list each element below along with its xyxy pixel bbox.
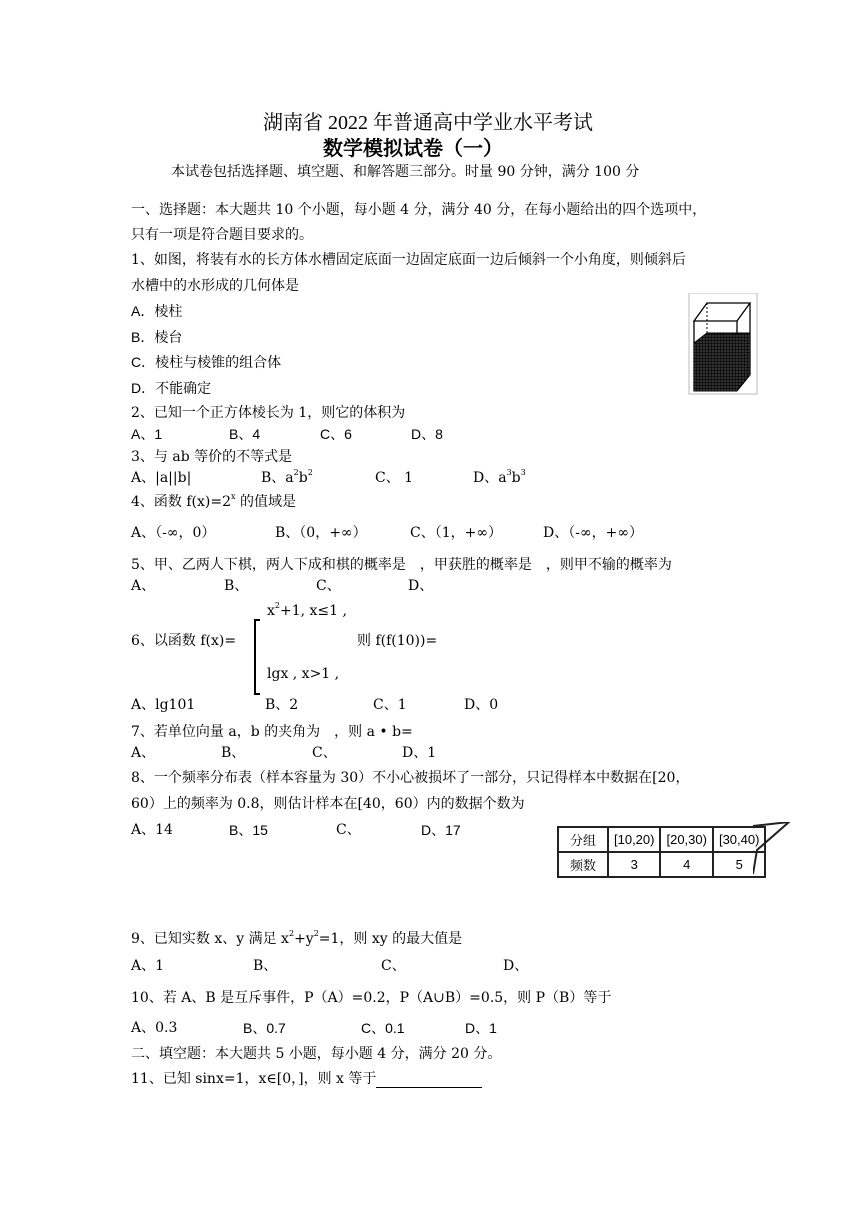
q4-option-a: A、（-∞，0） <box>131 525 216 541</box>
section1-heading: 一、选择题：本大题共 10 个小题，每小题 4 分，满分 40 分，在每小题给出的四个选项中， <box>131 202 707 218</box>
q1-stem-cont: 水槽中的水形成的几何体是 <box>131 278 299 294</box>
q4-option-c: C、（1，+∞） <box>410 525 503 541</box>
q6-case-2: lgx , x>1 , <box>267 666 340 682</box>
frequency-table <box>557 826 766 878</box>
q9-option-a: A、1 <box>131 958 165 974</box>
answer-blank[interactable] <box>376 1073 482 1088</box>
table-header-cell: [30,40) <box>713 827 765 852</box>
q4-option-d: D、（-∞，+∞） <box>543 525 644 541</box>
q6-stem: 6、以函数 f(x)= <box>131 633 237 649</box>
q5-option-b: B、 <box>224 578 249 594</box>
q2-stem: 2、已知一个正方体棱长为 1，则它的体积为 <box>131 405 406 421</box>
q7-option-a: A、 <box>131 745 156 761</box>
q7-option-b: B、 <box>221 745 246 761</box>
q8-option-c: C、 <box>336 822 361 838</box>
q6-option-d: D、0 <box>464 697 499 713</box>
q1-option-b: B．棱台 <box>131 329 183 345</box>
q7-option-c: C、 <box>312 745 337 761</box>
q3-option-b: B、$a^2b^2$ <box>261 468 313 486</box>
q3-option-d: D、$a^3b^3$ <box>473 468 526 486</box>
q8-option-a: A、14 <box>131 822 173 838</box>
q9-stem: 9、已知实数 x、y 满足 $x^2+y^2=1$，则 xy 的最大值是 <box>131 929 463 947</box>
table-cell: 5 <box>713 852 765 877</box>
table-cell: 频数 <box>558 852 608 877</box>
q6-option-b: B、2 <box>265 697 299 713</box>
q1-option-d: D．不能确定 <box>131 380 212 396</box>
table-header-cell: 分组 <box>558 827 608 852</box>
q9-option-b: B、 <box>253 958 278 974</box>
q10-option-c: C、0.1 <box>361 1020 405 1036</box>
q6-option-c: C、1 <box>373 697 407 713</box>
table-header-cell: [20,30) <box>660 827 712 852</box>
section2-heading: 二、填空题：本大题共 5 小题，每小题 4 分，满分 20 分。 <box>131 1046 502 1062</box>
q3-option-a: A、|a||b| <box>131 470 192 486</box>
q8-stem: 8、一个频率分布表（样本容量为 30）不小心被损坏了一部分，只记得样本中数据在[20， <box>131 770 690 786</box>
q1-option-a: A．棱柱 <box>131 303 183 319</box>
q2-option-c: C、6 <box>320 426 352 442</box>
q8-stem-cont: 60）上的频率为 0.8，则估计样本在[40，60）内的数据个数为 <box>131 796 525 812</box>
q5-stem: 5、甲、乙两人下棋，两人下成和棋的概率是 ，甲获胜的概率是 ，则甲不输的概率为 <box>131 557 672 573</box>
page-subtitle: 数学模拟试卷（一） <box>323 138 503 160</box>
q2-option-a: A、1 <box>131 426 163 442</box>
q6-then: 则 f(f(10))= <box>357 633 438 649</box>
water-tank-figure <box>688 293 758 395</box>
q5-option-d: D、 <box>408 578 434 594</box>
q9-option-d: D、 <box>503 958 529 974</box>
section1-heading-cont: 只有一项是符合题目要求的。 <box>131 227 313 243</box>
torn-edge <box>753 822 793 882</box>
q5-option-a: A、 <box>131 578 156 594</box>
q6-case-1: $x^2+1$, x≤1 , <box>267 601 347 619</box>
q4-stem: 4、函数 $f(x)=2^x$ 的值域是 <box>131 492 296 510</box>
q2-option-d: D、8 <box>411 426 443 442</box>
q1-stem: 1、如图，将装有水的长方体水槽固定底面一边固定底面一边后倾斜一个小角度，则倾斜后 <box>131 252 686 268</box>
q10-stem: 10、若 A、B 是互斥事件，P（A）=0.2，P（A∪B）=0.5，则 P（B）等于 <box>131 990 612 1006</box>
page-title: 湖南省 2022 年普通高中学业水平考试 <box>263 112 593 134</box>
q7-option-d: D、1 <box>402 745 437 761</box>
q2-option-b: B、4 <box>229 426 261 442</box>
q10-option-d: D、1 <box>465 1020 497 1036</box>
q8-option-d: D、17 <box>421 822 461 838</box>
q3-stem: 3、与 ab 等价的不等式是 <box>131 449 293 465</box>
q3-option-c: C、 1 <box>375 470 414 486</box>
table-cell: 3 <box>608 852 660 877</box>
q11-stem: 11、已知 sinx=1，x∈[0，]，则 x 等于 <box>131 1070 482 1088</box>
table-cell: 4 <box>660 852 712 877</box>
exam-intro: 本试卷包括选择题、填空题、和解答题三部分。时量 90 分钟，满分 100 分 <box>171 164 640 180</box>
q9-option-c: C、 <box>381 958 406 974</box>
q10-option-b: B、0.7 <box>243 1020 286 1036</box>
q7-stem: 7、若单位向量 a，b 的夹角为 ，则 a • b= <box>131 724 413 740</box>
q8-option-b: B、15 <box>229 822 268 838</box>
q5-option-c: C、 <box>316 578 341 594</box>
q6-brace <box>254 619 260 695</box>
table-header-cell: [10,20) <box>608 827 660 852</box>
q1-option-c: C．棱柱与棱锥的组合体 <box>131 354 282 370</box>
q4-option-b: B、（0，+∞） <box>275 525 367 541</box>
q10-option-a: A、0.3 <box>131 1020 178 1036</box>
q6-option-a: A、lg101 <box>131 697 196 713</box>
